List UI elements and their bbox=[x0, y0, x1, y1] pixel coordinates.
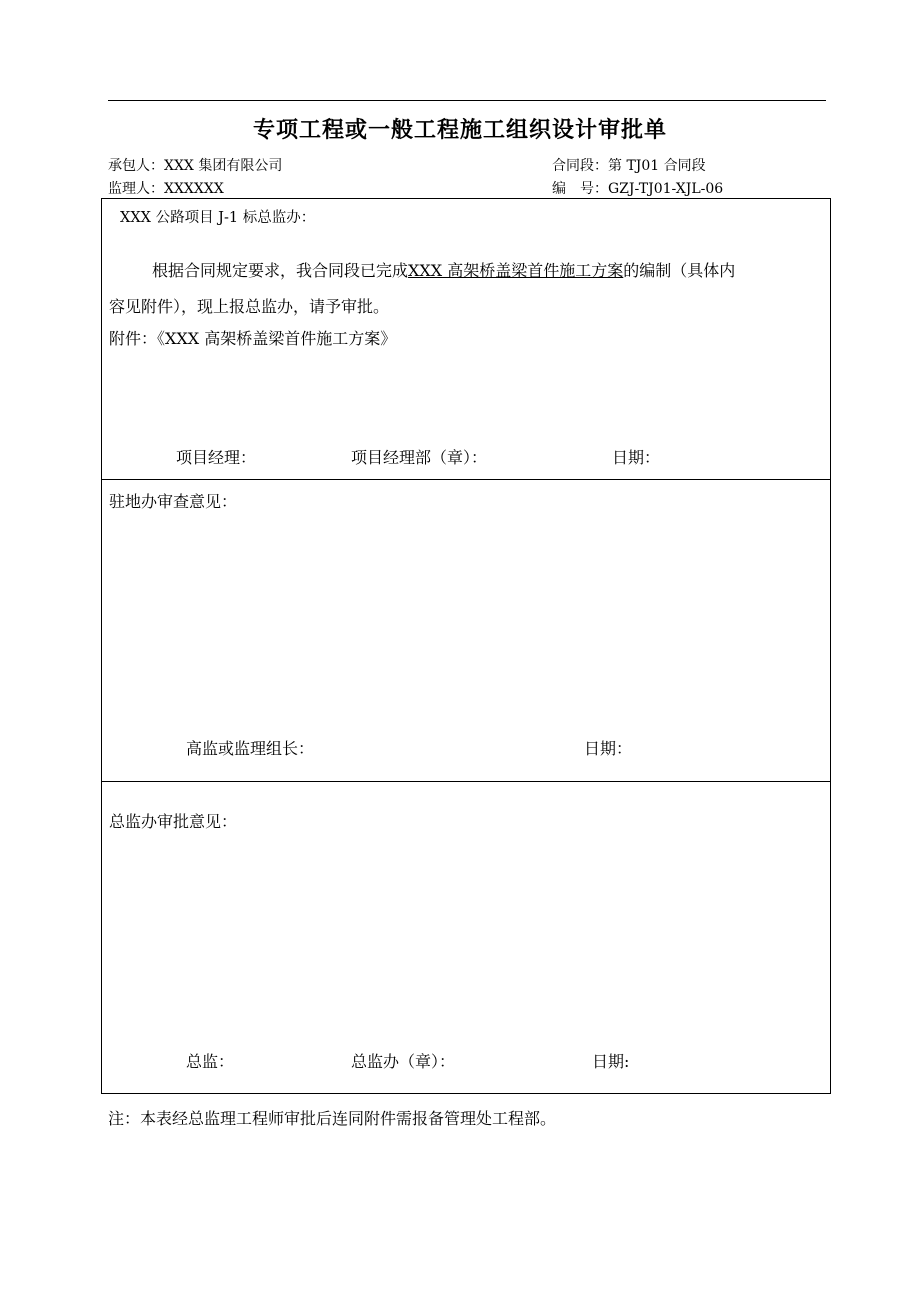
number-label: 编 号： bbox=[552, 181, 608, 197]
attachment-line: 附件：《XXX 高架桥盖梁首件施工方案》 bbox=[109, 329, 397, 348]
supervisor-field bbox=[108, 178, 224, 198]
number-value: GZJ-TJ01-XJL-06 bbox=[608, 181, 724, 197]
application-section bbox=[102, 199, 830, 480]
contractor-value: XXX 集团有限公司 bbox=[164, 158, 283, 174]
supervisor-label: 监理人： bbox=[108, 181, 164, 197]
chief-office-heading: 总监办审批意见： bbox=[109, 812, 238, 831]
top-rule bbox=[108, 100, 826, 101]
chief-office-seal-label: 总监办（章）： bbox=[351, 1052, 456, 1071]
section2-date-label: 日期： bbox=[584, 739, 633, 758]
supervisor-value: XXXXXX bbox=[164, 181, 224, 197]
chief-supervisor-signature-label: 总监： bbox=[186, 1052, 235, 1071]
approval-form-table bbox=[101, 198, 831, 1094]
contractor-field bbox=[108, 155, 282, 175]
body-prefix: 根据合同规定要求，我合同段已完成 bbox=[152, 261, 409, 280]
contract-section-label: 合同段： bbox=[552, 158, 608, 174]
footnote: 注：本表经总监理工程师审批后连同附件需报备管理处工程部。 bbox=[108, 1109, 557, 1128]
resident-office-heading: 驻地办审查意见： bbox=[109, 492, 238, 511]
project-manager-signature-label: 项目经理： bbox=[176, 448, 257, 467]
supervision-leader-signature-label: 高监或监理组长： bbox=[186, 739, 315, 758]
body-suffix: 的编制（具体内 bbox=[623, 261, 736, 280]
section1-date-label: 日期： bbox=[612, 448, 661, 467]
section3-date-label: 日期: bbox=[592, 1052, 630, 1071]
contractor-label: 承包人： bbox=[108, 158, 164, 174]
form-title: 专项工程或一般工程施工组织设计审批单 bbox=[252, 118, 667, 143]
body-line-2: 容见附件），现上报总监办，请予审批。 bbox=[109, 297, 390, 316]
addressee: XXX 公路项目 J-1 标总监办： bbox=[120, 210, 316, 226]
plan-name-underlined: XXX 高架桥盖梁首件施工方案 bbox=[408, 261, 624, 280]
number-field bbox=[552, 178, 723, 198]
resident-office-review-section bbox=[102, 480, 830, 782]
contract-section-value: 第 TJ01 合同段 bbox=[608, 158, 706, 174]
contract-section-field bbox=[552, 155, 706, 175]
chief-office-approval-section bbox=[102, 782, 830, 1094]
body-line-1 bbox=[152, 258, 735, 281]
project-department-seal-label: 项目经理部（章）： bbox=[351, 448, 488, 467]
